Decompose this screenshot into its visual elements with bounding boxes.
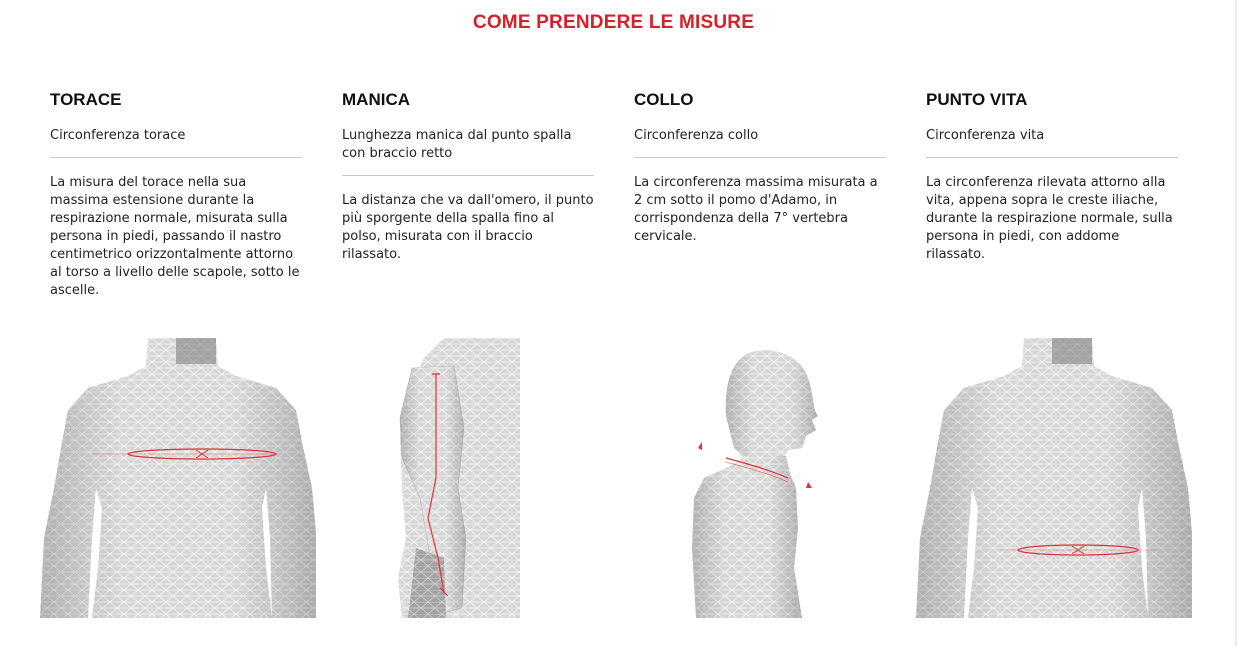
neck-measurement-illustration xyxy=(690,338,830,618)
column-description: La circonferenza massima misurata a 2 cm sotto il pomo d'Adamo, in corrispondenza della 7° vertebra cervicale. xyxy=(634,175,878,244)
column-heading: COLLO xyxy=(634,90,694,109)
column-description: La distanza che va dall'omero, il punto più sporgente della spalla fino al polso, misurata con il braccio rilassato. xyxy=(342,193,594,262)
sleeve-measurement-illustration xyxy=(372,338,522,618)
column-subtitle: Circonferenza torace xyxy=(50,127,302,158)
column-heading: MANICA xyxy=(342,90,410,109)
waist-measurement-illustration xyxy=(916,338,1192,618)
column-subtitle: Circonferenza vita xyxy=(926,127,1178,158)
column-description: La misura del torace nella sua massima estensione durante la respirazione normale, misurata sulla persona in piedi, passando il nastro centimetrico orizzontalmente attorno al torso a livello delle scapole, sotto le ascelle. xyxy=(50,175,300,298)
column-heading: PUNTO VITA xyxy=(926,90,1028,109)
column-subtitle: Circonferenza collo xyxy=(634,127,886,158)
column-heading: TORACE xyxy=(50,90,122,109)
measure-column-punto-vita xyxy=(926,90,1178,264)
chest-measurement-illustration xyxy=(40,338,316,618)
measure-column-torace xyxy=(50,90,302,300)
column-description: La circonferenza rilevata attorno alla vita, appena sopra le creste iliache, durante la respirazione normale, sulla persona in piedi, con addome rilassato. xyxy=(926,175,1173,262)
measure-column-manica xyxy=(342,90,594,264)
column-subtitle: Lunghezza manica dal punto spalla con braccio retto xyxy=(342,127,594,176)
page-title: COME PRENDERE LE MISURE xyxy=(472,12,755,33)
measure-column-collo xyxy=(634,90,886,246)
